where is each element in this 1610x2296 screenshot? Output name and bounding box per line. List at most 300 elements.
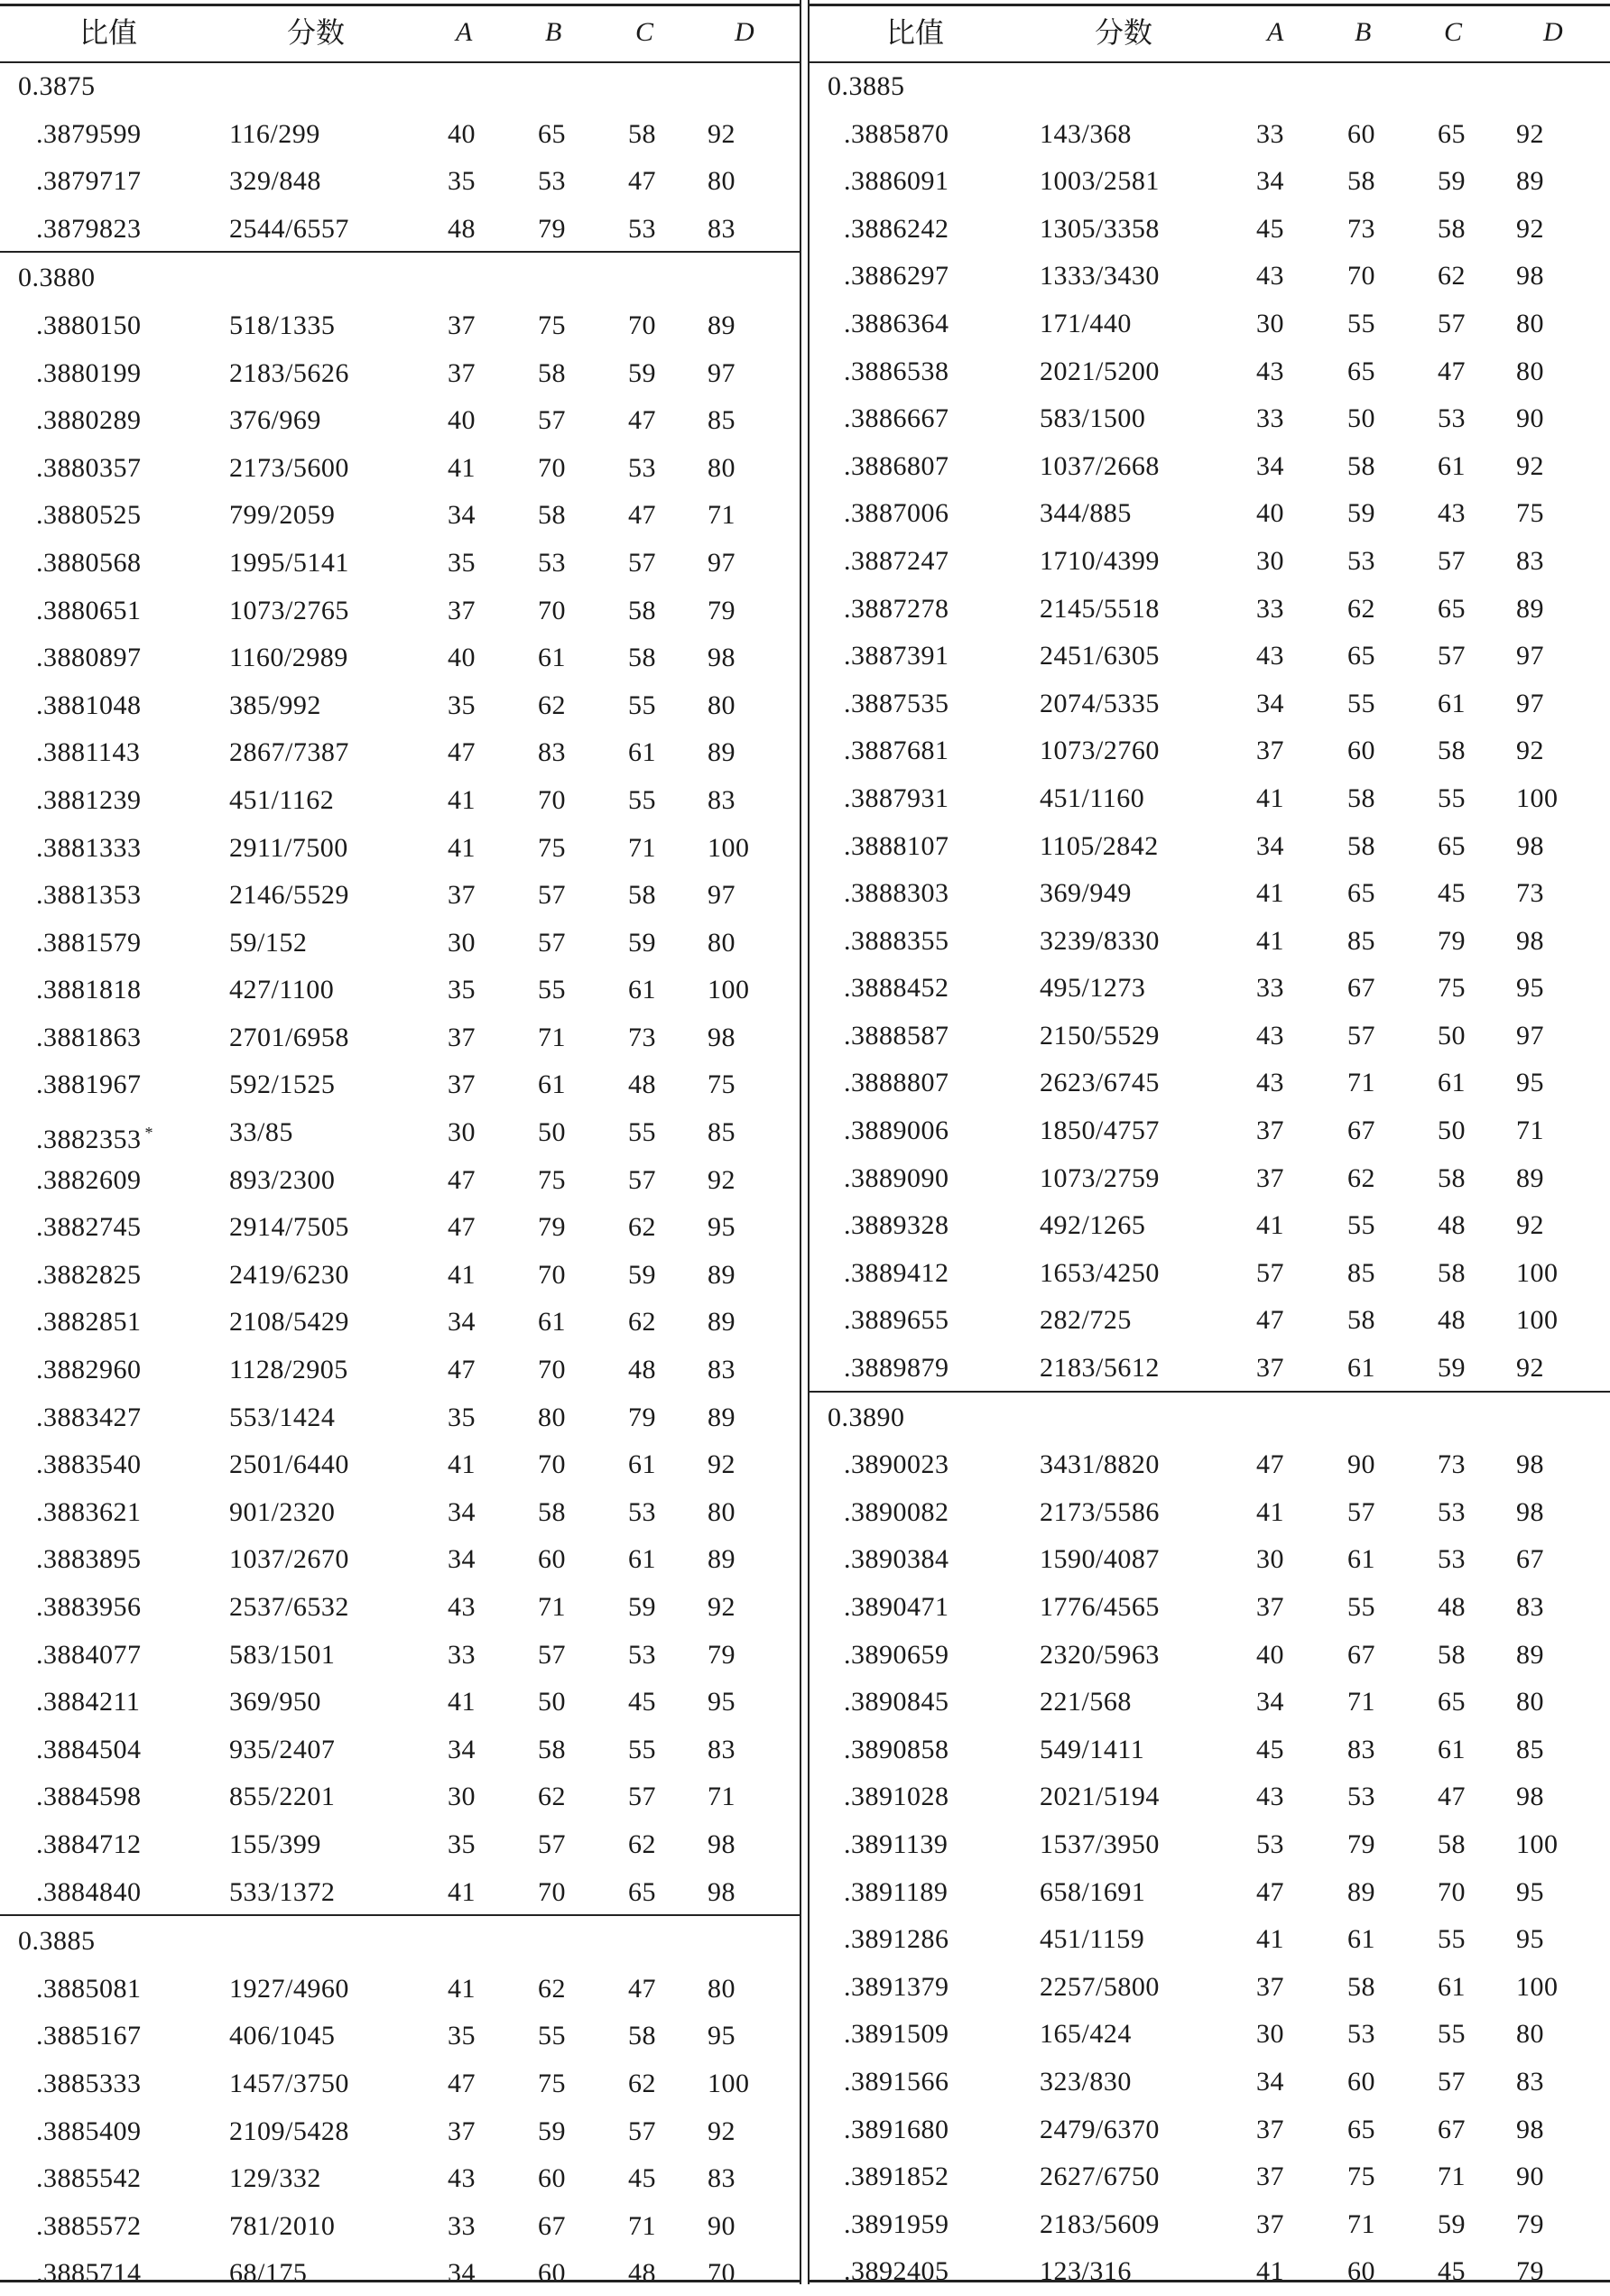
table-row xyxy=(0,1393,800,1440)
d-cell: 95 xyxy=(708,1687,736,1717)
fraction-cell: 1003/2581 xyxy=(1040,166,1160,197)
table-row xyxy=(810,1772,1610,1819)
ratio-cell xyxy=(36,308,142,344)
c-cell: 71 xyxy=(628,832,656,863)
table-row xyxy=(0,870,800,918)
b-cell: 67 xyxy=(1347,973,1375,1004)
ratio-value: .3880897 xyxy=(36,643,142,673)
ratio-cell xyxy=(844,2159,949,2195)
ratio-value: .3885714 xyxy=(36,2258,142,2289)
b-cell: 65 xyxy=(1347,878,1375,909)
table-row xyxy=(810,773,1610,821)
c-cell: 48 xyxy=(1438,1592,1466,1622)
ratio-value: .3889879 xyxy=(844,1353,949,1384)
d-cell: 83 xyxy=(1516,1592,1544,1622)
ratio-value: .3888587 xyxy=(844,1020,949,1051)
b-cell: 80 xyxy=(538,1402,566,1432)
fraction-cell: 1850/4757 xyxy=(1040,1116,1160,1146)
ratio-value: .3891379 xyxy=(844,1971,949,2002)
b-cell: 61 xyxy=(1347,1544,1375,1575)
fraction-cell: 2501/6440 xyxy=(229,1449,349,1480)
b-cell: 61 xyxy=(538,1307,566,1338)
ratio-cell xyxy=(36,925,142,961)
group-header-row xyxy=(0,251,800,301)
c-cell: 58 xyxy=(628,880,656,911)
b-cell: 55 xyxy=(1347,1210,1375,1241)
d-cell: 92 xyxy=(1516,1210,1544,1241)
a-cell: 33 xyxy=(1256,973,1284,1004)
c-cell: 62 xyxy=(628,1212,656,1243)
ratio-value: .3890471 xyxy=(844,1592,949,1622)
table-row xyxy=(810,1011,1610,1059)
table-row xyxy=(810,347,1610,394)
c-cell: 61 xyxy=(1438,1971,1466,2002)
ratio-cell xyxy=(844,1637,949,1673)
fraction-cell: 2150/5529 xyxy=(1040,1020,1160,1051)
fraction-cell: 2537/6532 xyxy=(229,1592,349,1622)
table-row xyxy=(0,301,800,348)
d-cell: 97 xyxy=(708,547,736,578)
ratio-value: .3881863 xyxy=(36,1022,142,1052)
ratio-cell xyxy=(844,1732,949,1768)
ratio-cell xyxy=(36,2255,142,2291)
c-cell: 58 xyxy=(628,595,656,625)
a-cell: 40 xyxy=(1256,498,1284,529)
ratio-value: .3889006 xyxy=(844,1116,949,1146)
fraction-cell: 2021/5194 xyxy=(1040,1782,1160,1812)
fraction-cell: 129/332 xyxy=(229,2163,321,2194)
b-cell: 61 xyxy=(1347,1924,1375,1955)
ratio-value: .3887247 xyxy=(844,545,949,576)
header-c: C xyxy=(635,17,654,47)
fraction-cell: 592/1525 xyxy=(229,1069,336,1100)
d-cell: 89 xyxy=(708,310,736,340)
table-row xyxy=(810,1106,1610,1153)
a-cell: 47 xyxy=(448,1164,476,1195)
c-cell: 59 xyxy=(1438,2208,1466,2239)
fraction-cell: 143/368 xyxy=(1040,118,1132,149)
table-row xyxy=(810,109,1610,157)
table-row xyxy=(810,1677,1610,1725)
a-cell: 34 xyxy=(448,1544,476,1575)
ratio-value: .3888807 xyxy=(844,1068,949,1098)
a-cell: 34 xyxy=(1256,166,1284,197)
table-row xyxy=(0,204,800,252)
fraction-cell: 799/2059 xyxy=(229,500,336,531)
ratio-value: .3881333 xyxy=(36,832,142,863)
c-cell: 61 xyxy=(1438,450,1466,481)
a-cell: 34 xyxy=(1256,2066,1284,2097)
b-cell: 55 xyxy=(538,975,566,1005)
table-row xyxy=(0,965,800,1013)
table-row xyxy=(810,679,1610,727)
table-row xyxy=(0,633,800,680)
ratio-value: .3891286 xyxy=(844,1924,949,1955)
b-cell: 61 xyxy=(1347,1353,1375,1384)
table-header xyxy=(810,4,1610,63)
d-cell: 92 xyxy=(1516,118,1544,149)
ratio-cell xyxy=(844,1018,949,1054)
b-cell: 67 xyxy=(538,2210,566,2241)
ratio-value: .3885167 xyxy=(36,2021,142,2051)
c-cell: 59 xyxy=(628,927,656,958)
ratio-value: .3881353 xyxy=(36,880,142,911)
a-cell: 35 xyxy=(448,547,476,578)
b-cell: 55 xyxy=(1347,1592,1375,1622)
table-row xyxy=(0,1202,800,1250)
fraction-cell: 376/969 xyxy=(229,405,321,436)
ratio-value: .3884712 xyxy=(36,1828,142,1859)
fraction-cell: 1073/2759 xyxy=(1040,1162,1160,1193)
c-cell: 75 xyxy=(1438,973,1466,1004)
ratio-value: .3881967 xyxy=(36,1069,142,1100)
ratio-cell xyxy=(36,497,142,533)
a-cell: 43 xyxy=(1256,356,1284,386)
fraction-cell: 2183/5612 xyxy=(1040,1353,1160,1384)
a-cell: 33 xyxy=(448,1639,476,1670)
d-cell: 67 xyxy=(1516,1544,1544,1575)
ratio-cell xyxy=(36,1495,142,1531)
d-cell: 97 xyxy=(1516,688,1544,718)
c-cell: 45 xyxy=(1438,2256,1466,2287)
a-cell: 37 xyxy=(448,1069,476,1100)
b-cell: 58 xyxy=(538,1734,566,1764)
c-cell: 61 xyxy=(1438,1734,1466,1764)
ratio-value: .3891139 xyxy=(844,1828,948,1859)
c-cell: 61 xyxy=(628,975,656,1005)
fraction-cell: 33/85 xyxy=(229,1117,293,1148)
c-cell: 45 xyxy=(1438,878,1466,909)
ratio-cell xyxy=(36,1447,142,1483)
ratio-value: .3891189 xyxy=(844,1876,948,1907)
fraction-cell: 221/568 xyxy=(1040,1687,1132,1717)
d-cell: 98 xyxy=(708,643,736,673)
ratio-value: .3889655 xyxy=(844,1305,949,1336)
ratio-cell xyxy=(36,688,142,724)
table-row xyxy=(0,586,800,634)
ratio-value: .3891509 xyxy=(844,2019,949,2050)
fraction-cell: 2109/5428 xyxy=(229,2115,349,2146)
a-cell: 47 xyxy=(1256,1876,1284,1907)
ratio-cell xyxy=(844,1113,949,1149)
ratio-cell xyxy=(844,1255,949,1292)
b-cell: 58 xyxy=(1347,166,1375,197)
ratio-value: .3885333 xyxy=(36,2068,142,2098)
fraction-cell: 2108/5429 xyxy=(229,1307,349,1338)
header-c: C xyxy=(1444,17,1463,47)
ratio-value: .3891852 xyxy=(844,2162,949,2192)
group-header-row xyxy=(810,61,1610,109)
a-cell: 37 xyxy=(448,880,476,911)
b-cell: 73 xyxy=(1347,213,1375,244)
ratio-value: .3884504 xyxy=(36,1734,142,1764)
table-row xyxy=(0,1677,800,1725)
ratio-cell xyxy=(844,543,949,579)
fraction-cell: 518/1335 xyxy=(229,310,336,340)
table-row xyxy=(0,1297,800,1345)
d-cell: 89 xyxy=(708,737,736,768)
d-cell: 92 xyxy=(708,1164,736,1195)
d-cell: 92 xyxy=(708,1592,736,1622)
ratio-value: .3882825 xyxy=(36,1259,142,1290)
ratio-cell xyxy=(36,2114,142,2150)
a-cell: 40 xyxy=(448,405,476,436)
ratio-value: .3889090 xyxy=(844,1162,949,1193)
a-cell: 41 xyxy=(448,452,476,483)
ratio-value: .3892405 xyxy=(844,2256,949,2287)
b-cell: 79 xyxy=(538,213,566,244)
c-cell: 55 xyxy=(1438,2019,1466,2050)
b-cell: 55 xyxy=(1347,308,1375,338)
ratio-value: .3882745 xyxy=(36,1212,142,1243)
fraction-cell: 171/440 xyxy=(1040,308,1132,338)
ratio-cell xyxy=(36,545,142,581)
b-cell: 60 xyxy=(1347,118,1375,149)
d-cell: 100 xyxy=(1516,1971,1559,2002)
d-cell: 98 xyxy=(1516,925,1544,956)
a-cell: 47 xyxy=(448,1212,476,1243)
b-cell: 55 xyxy=(1347,688,1375,718)
table-row xyxy=(810,726,1610,773)
fraction-cell: 165/424 xyxy=(1040,2019,1132,2050)
c-cell: 53 xyxy=(1438,403,1466,434)
fraction-cell: 3239/8330 xyxy=(1040,925,1160,956)
d-cell: 75 xyxy=(1516,498,1544,529)
d-cell: 100 xyxy=(1516,1257,1559,1288)
d-cell: 83 xyxy=(708,1734,736,1764)
fraction-cell: 2627/6750 xyxy=(1040,2162,1160,2192)
c-cell: 47 xyxy=(1438,356,1466,386)
d-cell: 75 xyxy=(708,1069,736,1100)
ratio-value: .3879717 xyxy=(36,166,142,197)
ratio-value: .3888452 xyxy=(844,973,949,1004)
d-cell: 89 xyxy=(1516,1162,1544,1193)
ratio-value: .3882353 xyxy=(36,1125,142,1155)
table-row xyxy=(810,2105,1610,2152)
b-cell: 53 xyxy=(1347,2019,1375,2050)
table-row xyxy=(810,1630,1610,1678)
ratio-value: .3886538 xyxy=(844,356,949,386)
ratio-cell xyxy=(36,1304,142,1340)
ratio-value: .3883540 xyxy=(36,1449,142,1480)
d-cell: 95 xyxy=(708,2021,736,2051)
fraction-cell: 1128/2905 xyxy=(229,1355,348,1385)
d-cell: 92 xyxy=(1516,1353,1544,1384)
a-cell: 43 xyxy=(1256,1068,1284,1098)
fraction-cell: 2623/6745 xyxy=(1040,1068,1160,1098)
d-cell: 95 xyxy=(1516,973,1544,1004)
ratio-cell xyxy=(36,1209,142,1245)
c-cell: 48 xyxy=(628,2258,656,2289)
d-cell: 98 xyxy=(708,1022,736,1052)
c-cell: 62 xyxy=(628,1307,656,1338)
table-row xyxy=(810,393,1610,441)
d-cell: 100 xyxy=(708,2068,750,2098)
ratio-cell xyxy=(844,1161,949,1197)
a-cell: 37 xyxy=(1256,1116,1284,1146)
a-cell: 34 xyxy=(448,1496,476,1527)
ratio-cell xyxy=(844,1921,949,1958)
ratio-value: .3884211 xyxy=(36,1687,141,1717)
fraction-cell: 2074/5335 xyxy=(1040,688,1160,718)
b-cell: 53 xyxy=(538,166,566,197)
ratio-value: .3884077 xyxy=(36,1639,142,1670)
ratio-value: .3884598 xyxy=(36,1782,142,1812)
fraction-cell: 492/1265 xyxy=(1040,1210,1146,1241)
a-cell: 43 xyxy=(448,2163,476,2194)
ratio-cell xyxy=(844,1065,949,1101)
fraction-cell: 451/1159 xyxy=(1040,1924,1145,1955)
b-cell: 58 xyxy=(538,1496,566,1527)
b-cell: 70 xyxy=(538,784,566,815)
ratio-value: .3887278 xyxy=(844,593,949,624)
b-cell: 75 xyxy=(538,1164,566,1195)
fraction-cell: 344/885 xyxy=(1040,498,1132,529)
ratio-cell xyxy=(36,1589,142,1625)
a-cell: 47 xyxy=(1256,1449,1284,1480)
d-cell: 100 xyxy=(1516,1305,1559,1336)
fraction-cell: 2257/5800 xyxy=(1040,1971,1160,2002)
c-cell: 57 xyxy=(1438,545,1466,576)
group-ratio: 0.3890 xyxy=(828,1402,905,1432)
a-cell: 34 xyxy=(448,1734,476,1764)
a-cell: 43 xyxy=(1256,261,1284,292)
fraction-cell: 1653/4250 xyxy=(1040,1257,1160,1288)
fraction-cell: 123/316 xyxy=(1040,2256,1132,2287)
table-row xyxy=(0,727,800,775)
a-cell: 33 xyxy=(1256,118,1284,149)
c-cell: 57 xyxy=(1438,641,1466,671)
d-cell: 80 xyxy=(708,927,736,958)
c-cell: 58 xyxy=(628,118,656,149)
d-cell: 83 xyxy=(708,2163,736,2194)
a-cell: 34 xyxy=(1256,830,1284,861)
c-cell: 79 xyxy=(628,1402,656,1432)
d-cell: 100 xyxy=(708,975,750,1005)
b-cell: 71 xyxy=(538,1022,566,1052)
ratio-value: .3885572 xyxy=(36,2210,142,2241)
b-cell: 71 xyxy=(1347,2208,1375,2239)
fraction-cell: 2451/6305 xyxy=(1040,641,1160,671)
c-cell: 53 xyxy=(628,452,656,483)
ratio-value: .3888355 xyxy=(844,925,949,956)
fraction-cell: 1333/3430 xyxy=(1040,261,1160,292)
d-cell: 83 xyxy=(708,784,736,815)
d-cell: 95 xyxy=(1516,1924,1544,1955)
a-cell: 30 xyxy=(448,927,476,958)
b-cell: 67 xyxy=(1347,1116,1375,1146)
a-cell: 43 xyxy=(1256,1782,1284,1812)
table-row xyxy=(810,1200,1610,1248)
fraction-cell: 1995/5141 xyxy=(229,547,349,578)
a-cell: 37 xyxy=(448,2115,476,2146)
ratio-value: .3891028 xyxy=(844,1782,949,1812)
ratio-value: .3881239 xyxy=(36,784,142,815)
c-cell: 71 xyxy=(1438,2162,1466,2192)
fraction-cell: 935/2407 xyxy=(229,1734,336,1764)
ratio-cell xyxy=(844,591,949,627)
table-row xyxy=(0,109,800,157)
ratio-value: .3883956 xyxy=(36,1592,142,1622)
table-row xyxy=(810,156,1610,204)
b-cell: 60 xyxy=(1347,2256,1375,2287)
fraction-cell: 1037/2668 xyxy=(1040,450,1160,481)
table-row xyxy=(0,1630,800,1678)
table-row xyxy=(810,1962,1610,2010)
c-cell: 55 xyxy=(628,1117,656,1148)
c-cell: 45 xyxy=(628,1687,656,1717)
b-cell: 60 xyxy=(538,2163,566,2194)
ratio-cell xyxy=(36,735,140,771)
a-cell: 37 xyxy=(448,595,476,625)
b-cell: 58 xyxy=(538,500,566,531)
b-cell: 67 xyxy=(1347,1639,1375,1670)
ratio-cell xyxy=(844,686,949,722)
a-cell: 37 xyxy=(448,357,476,388)
c-cell: 61 xyxy=(1438,688,1466,718)
a-cell: 45 xyxy=(1256,1734,1284,1764)
d-cell: 71 xyxy=(708,500,736,531)
ratio-value: .3882851 xyxy=(36,1307,142,1338)
a-cell: 47 xyxy=(448,2068,476,2098)
ratio-cell xyxy=(36,593,142,629)
table-row xyxy=(810,2152,1610,2199)
b-cell: 58 xyxy=(1347,1305,1375,1336)
fraction-cell: 1073/2760 xyxy=(1040,736,1160,766)
b-cell: 50 xyxy=(538,1687,566,1717)
ratio-value: .3886364 xyxy=(844,308,949,338)
d-cell: 85 xyxy=(708,1117,736,1148)
fraction-cell: 553/1424 xyxy=(229,1402,336,1432)
ratio-cell xyxy=(36,1400,142,1436)
d-cell: 89 xyxy=(1516,166,1544,197)
table-row xyxy=(0,1867,800,1915)
c-cell: 61 xyxy=(628,1449,656,1480)
d-cell: 89 xyxy=(708,1544,736,1575)
ratio-cell xyxy=(36,830,142,866)
a-cell: 41 xyxy=(448,1687,476,1717)
a-cell: 30 xyxy=(448,1782,476,1812)
fraction-cell: 282/725 xyxy=(1040,1305,1132,1336)
c-cell: 70 xyxy=(1438,1876,1466,1907)
table-row xyxy=(0,2059,800,2106)
c-cell: 59 xyxy=(628,1592,656,1622)
ratio-value: .3881818 xyxy=(36,975,142,1005)
a-cell: 43 xyxy=(448,1592,476,1622)
b-cell: 71 xyxy=(1347,1687,1375,1717)
fraction-cell: 323/830 xyxy=(1040,2066,1132,2097)
b-cell: 79 xyxy=(538,1212,566,1243)
table-row xyxy=(0,1107,800,1155)
a-cell: 47 xyxy=(448,1355,476,1385)
fraction-cell: 451/1162 xyxy=(229,784,335,815)
c-cell: 53 xyxy=(628,1639,656,1670)
fraction-cell: 533/1372 xyxy=(229,1876,336,1907)
c-cell: 50 xyxy=(1438,1116,1466,1146)
fraction-cell: 2173/5600 xyxy=(229,452,349,483)
ratio-value: .3890023 xyxy=(844,1449,949,1480)
a-cell: 37 xyxy=(1256,1162,1284,1193)
a-cell: 43 xyxy=(1256,641,1284,671)
c-cell: 48 xyxy=(628,1355,656,1385)
b-cell: 62 xyxy=(538,690,566,720)
c-cell: 57 xyxy=(1438,2066,1466,2097)
a-cell: 47 xyxy=(1256,1305,1284,1336)
ratio-cell xyxy=(36,2208,142,2245)
d-cell: 100 xyxy=(1516,1828,1559,1859)
ratio-value: .3880357 xyxy=(36,452,142,483)
d-cell: 79 xyxy=(708,1639,736,1670)
